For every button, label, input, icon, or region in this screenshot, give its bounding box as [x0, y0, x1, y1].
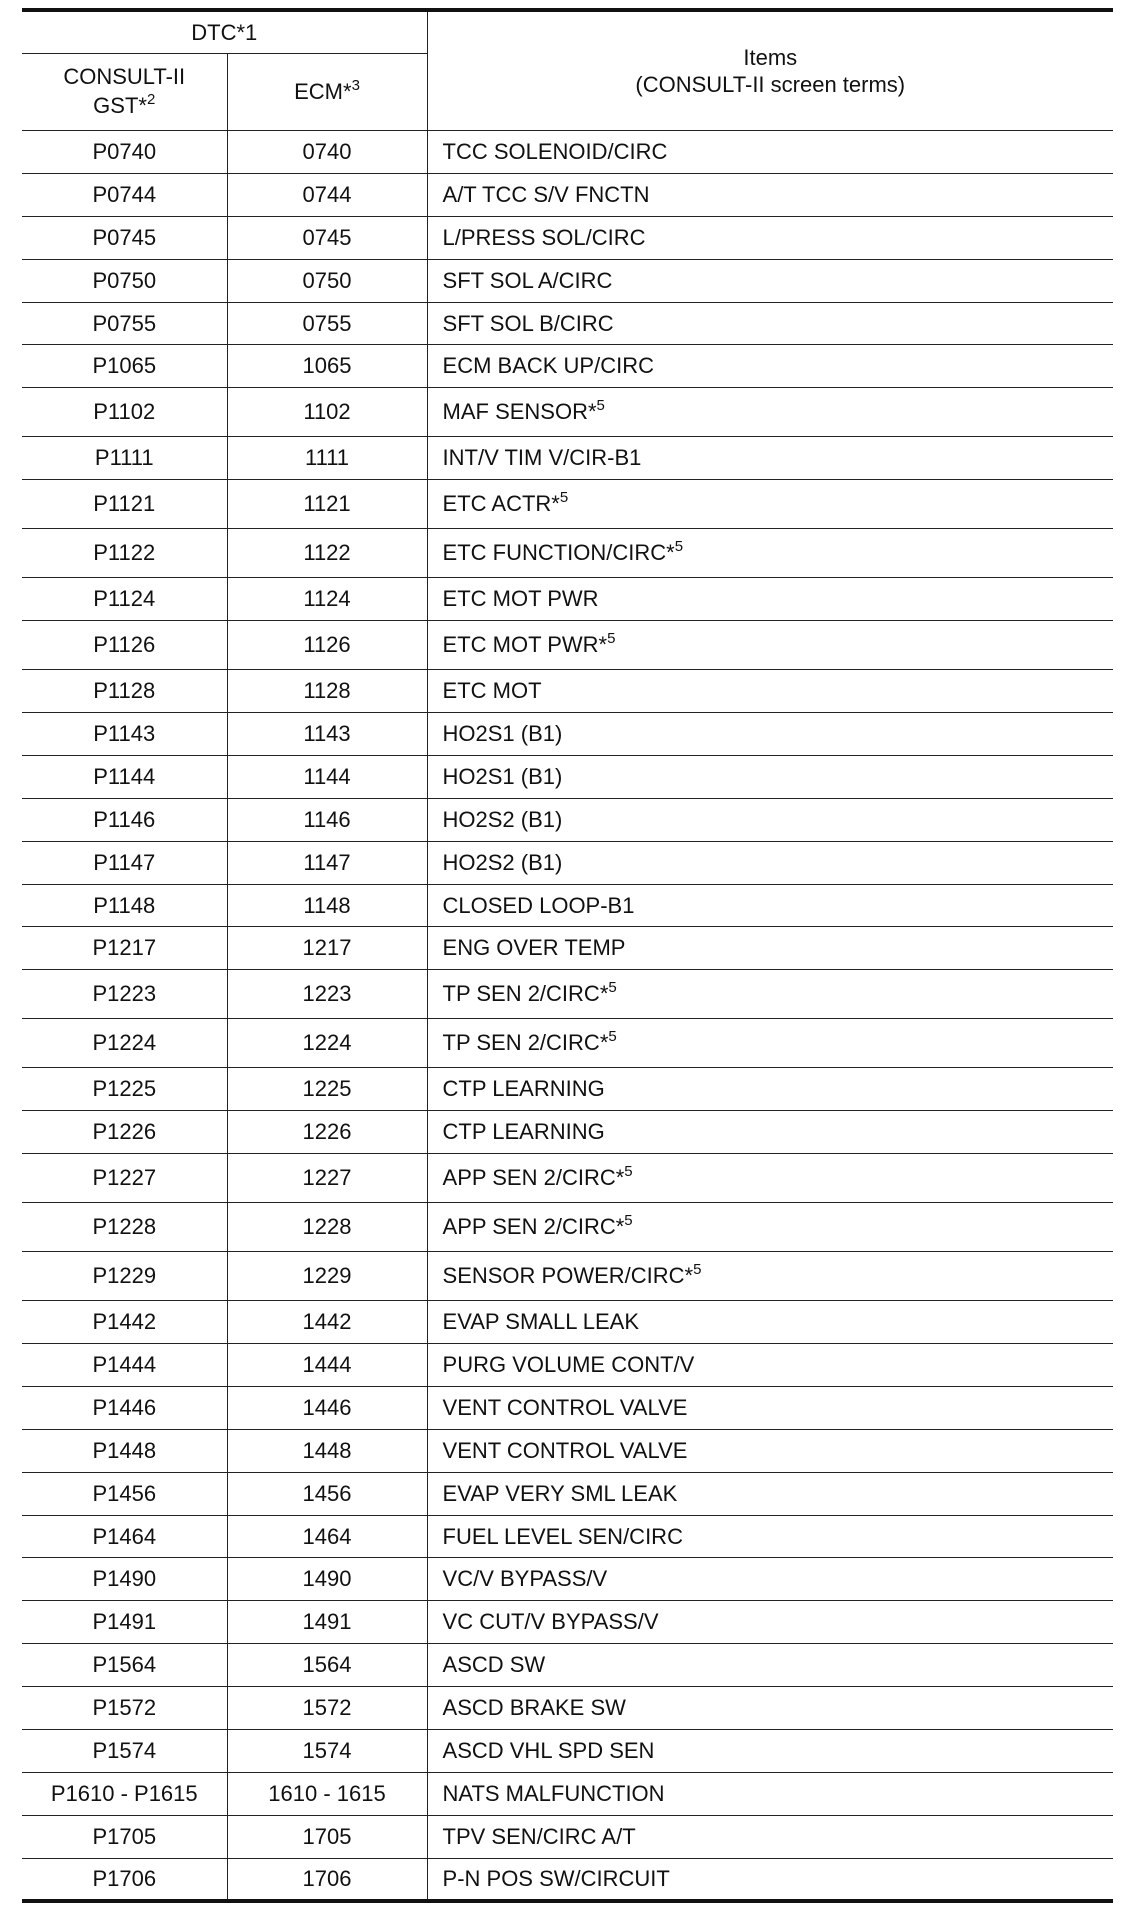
item-text: L/PRESS SOL/CIRC	[442, 224, 646, 250]
item-cell	[427, 1429, 1113, 1472]
table-row	[22, 345, 1113, 388]
ecm-code-cell: 1111	[227, 437, 427, 480]
item-text: VENT CONTROL VALVE	[442, 1394, 688, 1420]
table-row	[22, 1344, 1113, 1387]
ecm-code-cell: 1147	[227, 841, 427, 884]
item-cell	[427, 1644, 1113, 1687]
gst-code-cell: P1128	[22, 670, 227, 713]
table-row	[22, 755, 1113, 798]
table-row	[22, 1019, 1113, 1068]
dtc-header: DTC*1	[22, 10, 427, 54]
gst-code-cell: P1121	[22, 480, 227, 529]
gst-code-cell: P1448	[22, 1429, 227, 1472]
ecm-header-text: ECM*	[294, 78, 352, 104]
item-cell	[427, 1558, 1113, 1601]
item-text: SFT SOL A/CIRC	[442, 267, 613, 293]
item-cell	[427, 1068, 1113, 1111]
table-row	[22, 927, 1113, 970]
gst-code-cell: P1705	[22, 1815, 227, 1858]
item-cell	[427, 388, 1113, 437]
item-cell	[427, 884, 1113, 927]
item-cell	[427, 1730, 1113, 1773]
table-row	[22, 437, 1113, 480]
item-text: VENT CONTROL VALVE	[442, 1437, 688, 1463]
table-row	[22, 713, 1113, 756]
gst-code-cell: P1444	[22, 1344, 227, 1387]
gst-code-cell: P1225	[22, 1068, 227, 1111]
table-row	[22, 259, 1113, 302]
item-cell	[427, 841, 1113, 884]
ecm-code-cell: 1217	[227, 927, 427, 970]
item-cell	[427, 1386, 1113, 1429]
table-row	[22, 970, 1113, 1019]
table-row	[22, 131, 1113, 174]
gst-code-cell: P1464	[22, 1515, 227, 1558]
ecm-code-cell: 1706	[227, 1858, 427, 1901]
gst-code-cell: P1124	[22, 578, 227, 621]
item-text: CTP LEARNING	[442, 1076, 605, 1102]
table-row	[22, 302, 1113, 345]
gst-footnote-ref: 2	[146, 91, 156, 108]
item-cell	[427, 437, 1113, 480]
item-text: TCC SOLENOID/CIRC	[442, 138, 668, 164]
item-text: HO2S1 (B1)	[442, 763, 563, 789]
ecm-code-cell: 1143	[227, 713, 427, 756]
item-text: SENSOR POWER/CIRC*	[442, 1263, 694, 1289]
item-text: APP SEN 2/CIRC*	[442, 1214, 625, 1240]
item-cell	[427, 302, 1113, 345]
item-footnote-ref: 5	[608, 979, 617, 997]
item-cell	[427, 1472, 1113, 1515]
gst-code-cell: P1111	[22, 437, 227, 480]
table-row	[22, 1772, 1113, 1815]
ecm-code-cell: 1442	[227, 1301, 427, 1344]
table-row	[22, 841, 1113, 884]
table-row	[22, 1601, 1113, 1644]
item-cell	[427, 1154, 1113, 1203]
item-text: ETC FUNCTION/CIRC*	[442, 540, 675, 566]
ecm-code-cell: 0755	[227, 302, 427, 345]
item-cell	[427, 216, 1113, 259]
item-cell	[427, 578, 1113, 621]
gst-code-cell: P1147	[22, 841, 227, 884]
ecm-code-cell: 0740	[227, 131, 427, 174]
gst-code-cell: P1491	[22, 1601, 227, 1644]
ecm-code-cell: 1224	[227, 1019, 427, 1068]
table-row	[22, 1515, 1113, 1558]
item-footnote-ref: 5	[693, 1261, 702, 1279]
gst-code-cell: P1574	[22, 1730, 227, 1773]
gst-code-cell: P1227	[22, 1154, 227, 1203]
item-cell	[427, 1515, 1113, 1558]
gst-code-cell: P1228	[22, 1203, 227, 1252]
item-text: VC/V BYPASS/V	[442, 1566, 608, 1592]
item-text: ETC ACTR*	[442, 491, 560, 517]
gst-code-cell: P0755	[22, 302, 227, 345]
item-text: ETC MOT PWR	[442, 586, 599, 612]
item-footnote-ref: 5	[596, 397, 605, 415]
item-text: HO2S2 (B1)	[442, 849, 563, 875]
gst-code-cell: P1223	[22, 970, 227, 1019]
gst-code-cell: P1144	[22, 755, 227, 798]
gst-header-text: GST*	[93, 93, 147, 118]
table-row	[22, 1429, 1113, 1472]
item-cell	[427, 1301, 1113, 1344]
item-cell	[427, 970, 1113, 1019]
table-body	[22, 131, 1113, 1902]
item-cell	[427, 670, 1113, 713]
item-text: ENG OVER TEMP	[442, 935, 626, 961]
item-cell	[427, 1772, 1113, 1815]
gst-code-cell: P1229	[22, 1252, 227, 1301]
ecm-code-cell: 1491	[227, 1601, 427, 1644]
table-row	[22, 1815, 1113, 1858]
gst-code-cell: P0745	[22, 216, 227, 259]
item-text: PURG VOLUME CONT/V	[442, 1351, 695, 1377]
dtc-table	[22, 8, 1113, 1903]
item-cell	[427, 1019, 1113, 1068]
item-cell	[427, 1344, 1113, 1387]
ecm-code-cell: 1229	[227, 1252, 427, 1301]
item-text: SFT SOL B/CIRC	[442, 310, 614, 336]
gst-code-cell: P1442	[22, 1301, 227, 1344]
item-text: P-N POS SW/CIRCUIT	[442, 1865, 670, 1891]
ecm-code-cell: 1226	[227, 1111, 427, 1154]
table-row	[22, 1858, 1113, 1901]
items-header-title: Items	[743, 44, 798, 70]
ecm-code-cell: 0744	[227, 173, 427, 216]
item-cell	[427, 621, 1113, 670]
consult-gst-header	[22, 54, 227, 131]
ecm-code-cell: 0750	[227, 259, 427, 302]
gst-code-cell: P0740	[22, 131, 227, 174]
ecm-code-cell: 1225	[227, 1068, 427, 1111]
table-row	[22, 670, 1113, 713]
item-text: VC CUT/V BYPASS/V	[442, 1609, 659, 1635]
item-text: ETC MOT	[442, 678, 542, 704]
table-row	[22, 798, 1113, 841]
ecm-code-cell: 1464	[227, 1515, 427, 1558]
item-cell	[427, 480, 1113, 529]
items-header	[427, 10, 1113, 131]
table-row	[22, 1687, 1113, 1730]
item-text: MAF SENSOR*	[442, 399, 597, 425]
table-row	[22, 578, 1113, 621]
item-cell	[427, 1687, 1113, 1730]
item-text: HO2S2 (B1)	[442, 806, 563, 832]
table-row	[22, 1068, 1113, 1111]
item-cell	[427, 1601, 1113, 1644]
gst-code-cell: P1224	[22, 1019, 227, 1068]
table-row	[22, 388, 1113, 437]
item-text: ETC MOT PWR*	[442, 632, 608, 658]
item-footnote-ref: 5	[608, 1028, 617, 1046]
item-text: ECM BACK UP/CIRC	[442, 353, 654, 379]
gst-code-cell: P1148	[22, 884, 227, 927]
item-text: HO2S1 (B1)	[442, 720, 563, 746]
table-row	[22, 1644, 1113, 1687]
item-cell	[427, 1203, 1113, 1252]
table-row	[22, 480, 1113, 529]
item-cell	[427, 1858, 1113, 1901]
item-cell	[427, 713, 1113, 756]
item-footnote-ref: 5	[674, 538, 684, 556]
ecm-code-cell: 1121	[227, 480, 427, 529]
item-text: APP SEN 2/CIRC*	[442, 1165, 625, 1191]
table-row	[22, 1730, 1113, 1773]
item-text: NATS MALFUNCTION	[442, 1780, 665, 1806]
gst-code-cell: P1564	[22, 1644, 227, 1687]
items-header-subtitle: (CONSULT-II screen terms)	[635, 72, 906, 97]
item-text: TP SEN 2/CIRC*	[442, 981, 609, 1007]
gst-code-cell: P1706	[22, 1858, 227, 1901]
dtc-table-page	[22, 8, 1113, 1903]
gst-code-cell: P1456	[22, 1472, 227, 1515]
table-row	[22, 529, 1113, 578]
gst-code-cell: P1146	[22, 798, 227, 841]
item-cell	[427, 131, 1113, 174]
table-row	[22, 1111, 1113, 1154]
gst-code-cell: P1610 - P1615	[22, 1772, 227, 1815]
gst-code-cell: P1143	[22, 713, 227, 756]
table-row	[22, 1154, 1113, 1203]
item-cell	[427, 259, 1113, 302]
item-text: CTP LEARNING	[442, 1119, 605, 1145]
item-text: ASCD SW	[442, 1652, 546, 1678]
item-text: TPV SEN/CIRC A/T	[442, 1823, 636, 1849]
ecm-code-cell: 1456	[227, 1472, 427, 1515]
item-footnote-ref: 5	[607, 630, 616, 648]
item-text: TP SEN 2/CIRC*	[442, 1030, 609, 1056]
table-row	[22, 1472, 1113, 1515]
table-row	[22, 173, 1113, 216]
ecm-code-cell: 0745	[227, 216, 427, 259]
ecm-code-cell: 1446	[227, 1386, 427, 1429]
item-footnote-ref: 5	[624, 1163, 633, 1181]
item-footnote-ref: 5	[624, 1212, 633, 1230]
gst-code-cell: P1126	[22, 621, 227, 670]
item-text: ASCD VHL SPD SEN	[442, 1737, 655, 1763]
ecm-footnote-ref: 3	[351, 76, 360, 94]
ecm-code-cell: 1128	[227, 670, 427, 713]
item-text: ASCD BRAKE SW	[442, 1695, 626, 1721]
gst-code-cell: P0744	[22, 173, 227, 216]
item-cell	[427, 1111, 1113, 1154]
ecm-code-cell: 1102	[227, 388, 427, 437]
ecm-code-cell: 1122	[227, 529, 427, 578]
item-cell	[427, 173, 1113, 216]
table-row	[22, 216, 1113, 259]
gst-code-cell: P1122	[22, 529, 227, 578]
ecm-code-cell: 1124	[227, 578, 427, 621]
table-header	[22, 10, 1113, 131]
item-cell	[427, 1252, 1113, 1301]
item-text: CLOSED LOOP-B1	[442, 892, 635, 918]
gst-code-cell: P1217	[22, 927, 227, 970]
gst-code-cell: P0750	[22, 259, 227, 302]
table-row	[22, 1301, 1113, 1344]
ecm-code-cell: 1448	[227, 1429, 427, 1472]
item-cell	[427, 798, 1113, 841]
ecm-code-cell: 1146	[227, 798, 427, 841]
table-row	[22, 884, 1113, 927]
table-row	[22, 1558, 1113, 1601]
table-row	[22, 621, 1113, 670]
item-text: EVAP VERY SML LEAK	[442, 1480, 678, 1506]
consult-header-line1: CONSULT-II	[63, 64, 186, 90]
gst-code-cell: P1572	[22, 1687, 227, 1730]
gst-code-cell: P1226	[22, 1111, 227, 1154]
gst-code-cell: P1102	[22, 388, 227, 437]
item-cell	[427, 927, 1113, 970]
ecm-code-cell: 1705	[227, 1815, 427, 1858]
ecm-code-cell: 1610 - 1615	[227, 1772, 427, 1815]
ecm-code-cell: 1572	[227, 1687, 427, 1730]
table-row	[22, 1203, 1113, 1252]
ecm-code-cell: 1065	[227, 345, 427, 388]
table-row	[22, 1252, 1113, 1301]
ecm-code-cell: 1228	[227, 1203, 427, 1252]
ecm-code-cell: 1126	[227, 621, 427, 670]
ecm-code-cell: 1564	[227, 1644, 427, 1687]
item-cell	[427, 1815, 1113, 1858]
ecm-code-cell: 1490	[227, 1558, 427, 1601]
gst-code-cell: P1446	[22, 1386, 227, 1429]
item-cell	[427, 755, 1113, 798]
item-cell	[427, 529, 1113, 578]
ecm-code-cell: 1144	[227, 755, 427, 798]
ecm-code-cell: 1223	[227, 970, 427, 1019]
item-text: INT/V TIM V/CIR-B1	[442, 445, 642, 471]
table-row	[22, 1386, 1113, 1429]
item-footnote-ref: 5	[559, 489, 569, 507]
ecm-code-cell: 1574	[227, 1730, 427, 1773]
gst-code-cell: P1065	[22, 345, 227, 388]
ecm-code-cell: 1227	[227, 1154, 427, 1203]
gst-code-cell: P1490	[22, 1558, 227, 1601]
ecm-code-cell: 1444	[227, 1344, 427, 1387]
ecm-header	[227, 54, 427, 131]
item-text: FUEL LEVEL SEN/CIRC	[442, 1523, 683, 1549]
ecm-code-cell: 1148	[227, 884, 427, 927]
item-text: A/T TCC S/V FNCTN	[442, 181, 650, 207]
item-text: EVAP SMALL LEAK	[442, 1309, 639, 1335]
item-cell	[427, 345, 1113, 388]
